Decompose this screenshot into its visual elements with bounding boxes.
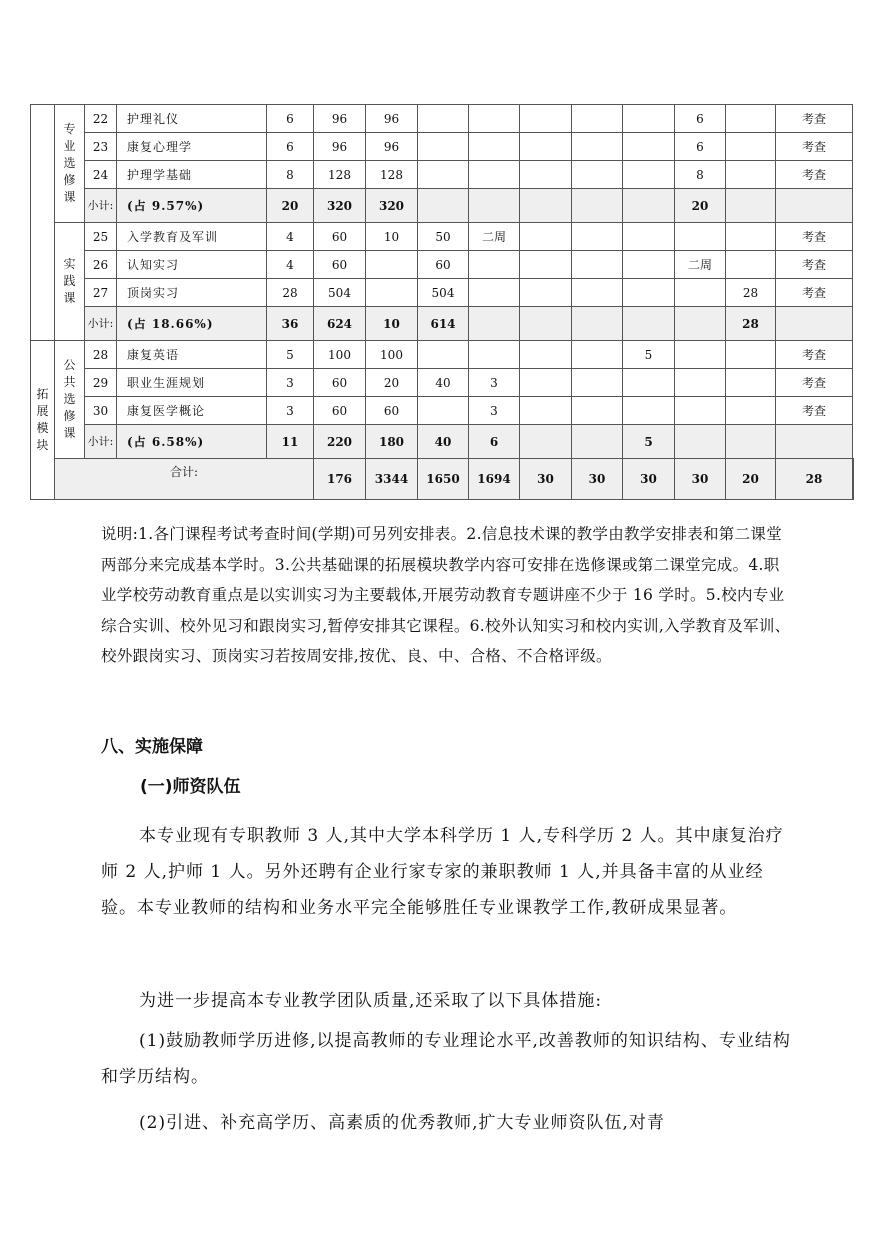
cell-practice xyxy=(418,189,469,223)
module-group-label: 拓展模块 xyxy=(36,387,49,452)
cell-credit: 4 xyxy=(267,223,314,251)
cell-s2 xyxy=(520,279,572,307)
category-group-label: 实践课 xyxy=(63,257,76,305)
course-number: 23 xyxy=(85,133,117,161)
course-number: 22 xyxy=(85,105,117,133)
course-number: 25 xyxy=(85,223,117,251)
cell-s6 xyxy=(726,133,776,161)
course-name: 入学教育及军训 xyxy=(117,223,267,251)
cell-s3 xyxy=(572,307,623,341)
cell-assess: 考查 xyxy=(776,133,853,161)
cell-s2 xyxy=(520,341,572,369)
cell-credit: 5 xyxy=(267,341,314,369)
cell-practice xyxy=(418,161,469,189)
cell-s4: 5 xyxy=(623,425,675,459)
cell-credit: 11 xyxy=(267,425,314,459)
cell-credit: 4 xyxy=(267,251,314,279)
course-number: 24 xyxy=(85,161,117,189)
cell-s3 xyxy=(572,341,623,369)
total-label: 合计: xyxy=(55,459,314,500)
paragraph-faculty: 本专业现有专职教师 3 人,其中大学本科学历 1 人,专科学历 2 人。其中康复治疗师 2 人,护师 1 人。另外还聘有企业行家专家的兼职教师 1 人,并具备丰富的从业经验。本专业教师的结构和业务水平完全能够胜任专业课教学工作,教研成果显著。 xyxy=(101,826,784,918)
total-s3: 30 xyxy=(623,459,675,500)
cell-credit: 3 xyxy=(267,369,314,397)
cell-practice xyxy=(418,397,469,425)
course-number: 26 xyxy=(85,251,117,279)
cell-total: 624 xyxy=(314,307,366,341)
cell-s5: 8 xyxy=(675,161,726,189)
cell-s5 xyxy=(675,223,726,251)
cell-s1: 6 xyxy=(469,425,520,459)
cell-s1 xyxy=(469,133,520,161)
cell-s6 xyxy=(726,189,776,223)
cell-s5: 6 xyxy=(675,133,726,161)
cell-theory: 100 xyxy=(366,341,418,369)
cell-s5 xyxy=(675,307,726,341)
cell-s4 xyxy=(623,397,675,425)
cell-assess xyxy=(776,307,853,341)
cell-s6 xyxy=(726,369,776,397)
cell-credit: 3 xyxy=(267,397,314,425)
course-name: 护理礼仪 xyxy=(117,105,267,133)
cell-theory: 60 xyxy=(366,397,418,425)
module-group-cell xyxy=(31,341,55,500)
paragraph-measure-2: (2)引进、补充高学历、高素质的优秀教师,扩大专业师资队伍,对青 xyxy=(139,1113,665,1133)
cell-s3 xyxy=(572,369,623,397)
cell-s4: 5 xyxy=(623,341,675,369)
total-s4: 30 xyxy=(675,459,726,500)
cell-theory: 128 xyxy=(366,161,418,189)
cell-s3 xyxy=(572,161,623,189)
cell-s1 xyxy=(469,279,520,307)
subtotal-row xyxy=(31,425,854,459)
course-number: 28 xyxy=(85,341,117,369)
category-group-cell xyxy=(55,105,85,223)
cell-credit: 28 xyxy=(267,279,314,307)
subtotal-row xyxy=(31,189,854,223)
course-number: 29 xyxy=(85,369,117,397)
cell-s3 xyxy=(572,105,623,133)
cell-assess: 考查 xyxy=(776,161,853,189)
category-group-cell xyxy=(55,223,85,341)
cell-s5: 20 xyxy=(675,189,726,223)
cell-practice: 504 xyxy=(418,279,469,307)
cell-s1 xyxy=(469,341,520,369)
section-heading: 八、实施保障 xyxy=(101,737,203,757)
cell-s1 xyxy=(469,105,520,133)
course-schedule-table xyxy=(30,104,854,500)
cell-practice xyxy=(418,105,469,133)
cell-s4 xyxy=(623,307,675,341)
cell-s6 xyxy=(726,397,776,425)
table-row xyxy=(31,397,854,425)
cell-s4 xyxy=(623,369,675,397)
cell-s1: 3 xyxy=(469,369,520,397)
subtotal-label: 小计: xyxy=(85,189,117,223)
cell-assess: 考查 xyxy=(776,369,853,397)
paragraph-measures-intro: 为进一步提高本专业教学团队质量,还采取了以下具体措施: xyxy=(139,991,603,1011)
total-s5: 20 xyxy=(726,459,776,500)
course-name: 顶岗实习 xyxy=(117,279,267,307)
subtotal-percent: (占 6.58%) xyxy=(117,425,267,459)
cell-total: 60 xyxy=(314,369,366,397)
cell-practice: 40 xyxy=(418,425,469,459)
category-group-cell xyxy=(55,341,85,459)
course-name: 认知实习 xyxy=(117,251,267,279)
course-name: 职业生涯规划 xyxy=(117,369,267,397)
table-note: 说明:1.各门课程考试考查时间(学期)可另列安排表。2.信息技术课的教学由教学安排表和第二课堂两部分来完成基本学时。3.公共基础课的拓展模块教学内容可安排在选修课或第二课堂完成。4.职业学校劳动教育重点是以实训实习为主要载体,开展劳动教育专题讲座不少于 16 学时。5.校内专业综合实训、校外见习和跟岗实习,暂停安排其它课程。6.校外认知实习和校内实训,入学教育及军训、校外跟岗实习、顶岗实习若按周安排,按优、良、中、合格、不合格评级。 xyxy=(101,525,791,665)
cell-practice xyxy=(418,341,469,369)
cell-theory xyxy=(366,279,418,307)
total-theory: 1650 xyxy=(418,459,469,500)
cell-total: 60 xyxy=(314,251,366,279)
module-group-cell xyxy=(31,105,55,341)
cell-s5 xyxy=(675,369,726,397)
table-row xyxy=(31,251,854,279)
cell-s6 xyxy=(726,251,776,279)
total-total: 3344 xyxy=(366,459,418,500)
cell-s5: 二周 xyxy=(675,251,726,279)
cell-s6 xyxy=(726,341,776,369)
category-group-label: 公共选修课 xyxy=(63,358,76,440)
total-assess xyxy=(853,459,854,500)
cell-s2 xyxy=(520,397,572,425)
cell-s1 xyxy=(469,189,520,223)
cell-s4 xyxy=(623,279,675,307)
cell-assess: 考查 xyxy=(776,341,853,369)
cell-s6 xyxy=(726,223,776,251)
cell-s2 xyxy=(520,251,572,279)
subtotal-percent: (占 18.66%) xyxy=(117,307,267,341)
cell-theory: 10 xyxy=(366,223,418,251)
cell-theory xyxy=(366,251,418,279)
cell-s6 xyxy=(726,161,776,189)
cell-s2 xyxy=(520,369,572,397)
table-row xyxy=(31,105,854,133)
total-s6: 28 xyxy=(776,459,853,500)
course-number: 30 xyxy=(85,397,117,425)
cell-total: 220 xyxy=(314,425,366,459)
total-practice: 1694 xyxy=(469,459,520,500)
cell-theory: 20 xyxy=(366,369,418,397)
cell-total: 96 xyxy=(314,105,366,133)
cell-assess xyxy=(776,189,853,223)
cell-s5 xyxy=(675,279,726,307)
cell-practice xyxy=(418,133,469,161)
cell-s2 xyxy=(520,425,572,459)
cell-s1 xyxy=(469,161,520,189)
cell-s3 xyxy=(572,189,623,223)
cell-assess: 考查 xyxy=(776,251,853,279)
cell-s5 xyxy=(675,397,726,425)
cell-s6 xyxy=(726,105,776,133)
cell-credit: 36 xyxy=(267,307,314,341)
cell-theory: 96 xyxy=(366,105,418,133)
cell-s1 xyxy=(469,307,520,341)
category-group-label: 专业选修课 xyxy=(63,122,76,204)
cell-theory: 96 xyxy=(366,133,418,161)
cell-s6 xyxy=(726,425,776,459)
cell-theory: 180 xyxy=(366,425,418,459)
cell-assess: 考查 xyxy=(776,397,853,425)
cell-s4 xyxy=(623,133,675,161)
paragraph-measure-1: (1)鼓励教师学历进修,以提高教师的专业理论水平,改善教师的知识结构、专业结构和学历结构。 xyxy=(101,1031,791,1087)
cell-s3 xyxy=(572,223,623,251)
cell-s5 xyxy=(675,341,726,369)
cell-practice: 614 xyxy=(418,307,469,341)
cell-s3 xyxy=(572,425,623,459)
cell-total: 128 xyxy=(314,161,366,189)
table-row xyxy=(31,369,854,397)
cell-s3 xyxy=(572,397,623,425)
cell-s2 xyxy=(520,189,572,223)
cell-s2 xyxy=(520,105,572,133)
cell-s5 xyxy=(675,425,726,459)
cell-assess: 考查 xyxy=(776,223,853,251)
cell-s1: 二周 xyxy=(469,223,520,251)
cell-s1 xyxy=(469,251,520,279)
cell-credit: 6 xyxy=(267,105,314,133)
cell-s2 xyxy=(520,133,572,161)
total-row xyxy=(31,459,854,500)
cell-total: 60 xyxy=(314,223,366,251)
cell-s2 xyxy=(520,307,572,341)
cell-s3 xyxy=(572,133,623,161)
course-number: 27 xyxy=(85,279,117,307)
cell-total: 320 xyxy=(314,189,366,223)
cell-s6: 28 xyxy=(726,307,776,341)
cell-credit: 6 xyxy=(267,133,314,161)
cell-total: 60 xyxy=(314,397,366,425)
cell-s6: 28 xyxy=(726,279,776,307)
cell-s4 xyxy=(623,161,675,189)
cell-credit: 20 xyxy=(267,189,314,223)
cell-theory: 320 xyxy=(366,189,418,223)
cell-s3 xyxy=(572,251,623,279)
cell-total: 100 xyxy=(314,341,366,369)
cell-practice: 60 xyxy=(418,251,469,279)
cell-s4 xyxy=(623,251,675,279)
cell-practice: 50 xyxy=(418,223,469,251)
subtotal-label: 小计: xyxy=(85,425,117,459)
cell-s2 xyxy=(520,223,572,251)
cell-credit: 8 xyxy=(267,161,314,189)
cell-s5: 6 xyxy=(675,105,726,133)
cell-s1: 3 xyxy=(469,397,520,425)
table-row xyxy=(31,133,854,161)
cell-theory: 10 xyxy=(366,307,418,341)
course-name: 康复心理学 xyxy=(117,133,267,161)
course-name: 康复英语 xyxy=(117,341,267,369)
cell-s4 xyxy=(623,189,675,223)
subtotal-label: 小计: xyxy=(85,307,117,341)
table-row xyxy=(31,279,854,307)
cell-practice: 40 xyxy=(418,369,469,397)
total-s1: 30 xyxy=(520,459,572,500)
cell-s3 xyxy=(572,279,623,307)
cell-s2 xyxy=(520,161,572,189)
course-name: 康复医学概论 xyxy=(117,397,267,425)
cell-assess xyxy=(776,425,853,459)
table-row xyxy=(31,223,854,251)
subtotal-row xyxy=(31,307,854,341)
table-row xyxy=(31,161,854,189)
subtotal-percent: (占 9.57%) xyxy=(117,189,267,223)
total-s2: 30 xyxy=(572,459,623,500)
cell-total: 96 xyxy=(314,133,366,161)
total-credit: 176 xyxy=(314,459,366,500)
table-row xyxy=(31,341,854,369)
sub-heading: (一)师资队伍 xyxy=(140,777,241,797)
course-name: 护理学基础 xyxy=(117,161,267,189)
cell-assess: 考查 xyxy=(776,279,853,307)
cell-total: 504 xyxy=(314,279,366,307)
cell-s4 xyxy=(623,223,675,251)
cell-s4 xyxy=(623,105,675,133)
cell-assess: 考查 xyxy=(776,105,853,133)
